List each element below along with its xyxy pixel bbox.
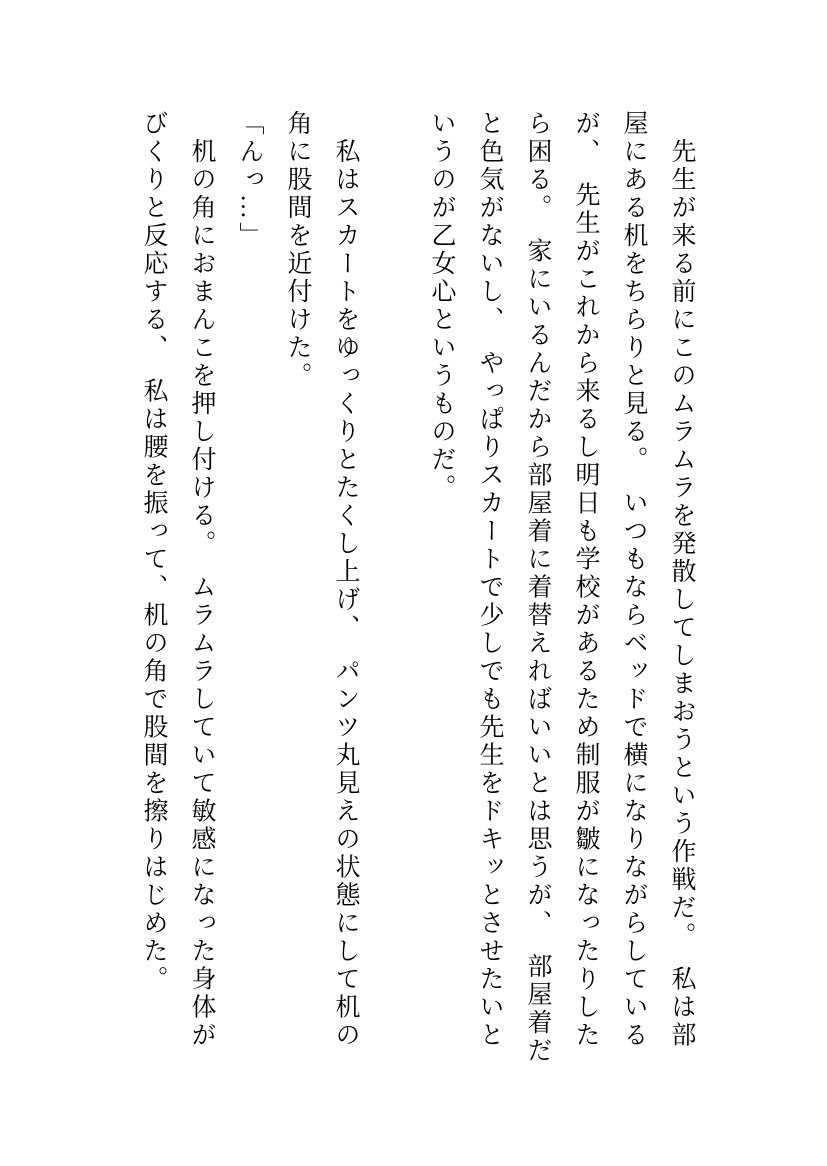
- text-line: 先生が来る前にこのムラムラを発散してしまおうという作戦だ。 私は部: [668, 110, 695, 1050]
- text-line: びくりと反応する、 私は腰を振って、机の角で股間を擦りはじめた。: [140, 110, 167, 994]
- paragraph: [225, 110, 273, 1100]
- text-line: と色気がないし、 やっぱりスカートで少しでも先生をドキッとさせたいと: [476, 110, 503, 1050]
- text-line: が、 先生がこれから来るし明日も学校があるため制服が皺になったりした: [572, 110, 599, 1050]
- text-line: 「んっ…」: [236, 110, 263, 250]
- paragraph: [129, 110, 225, 1100]
- text-line: 私はスカートをゆっくりとたくし上げ、 パンツ丸見えの状態にして机の: [332, 110, 359, 1050]
- text-line: いうのが乙女心というものだ。: [428, 110, 455, 502]
- paragraph: [417, 110, 705, 1100]
- vertical-text-block: [129, 110, 705, 1100]
- text-line: 机の角におまんこを押し付ける。 ムラムラしていて敏感になった身体が: [188, 110, 215, 1050]
- text-line: ら困る。 家にいるんだから部屋着に着替えればいいとは思うが、 部屋着だ: [524, 110, 551, 1065]
- text-line: 屋にある机をちらりと見る。 いつもならベッドで横になりながらしている: [620, 110, 647, 1050]
- paragraph: [273, 110, 369, 1100]
- text-line: 角に股間を近付けた。: [284, 110, 311, 390]
